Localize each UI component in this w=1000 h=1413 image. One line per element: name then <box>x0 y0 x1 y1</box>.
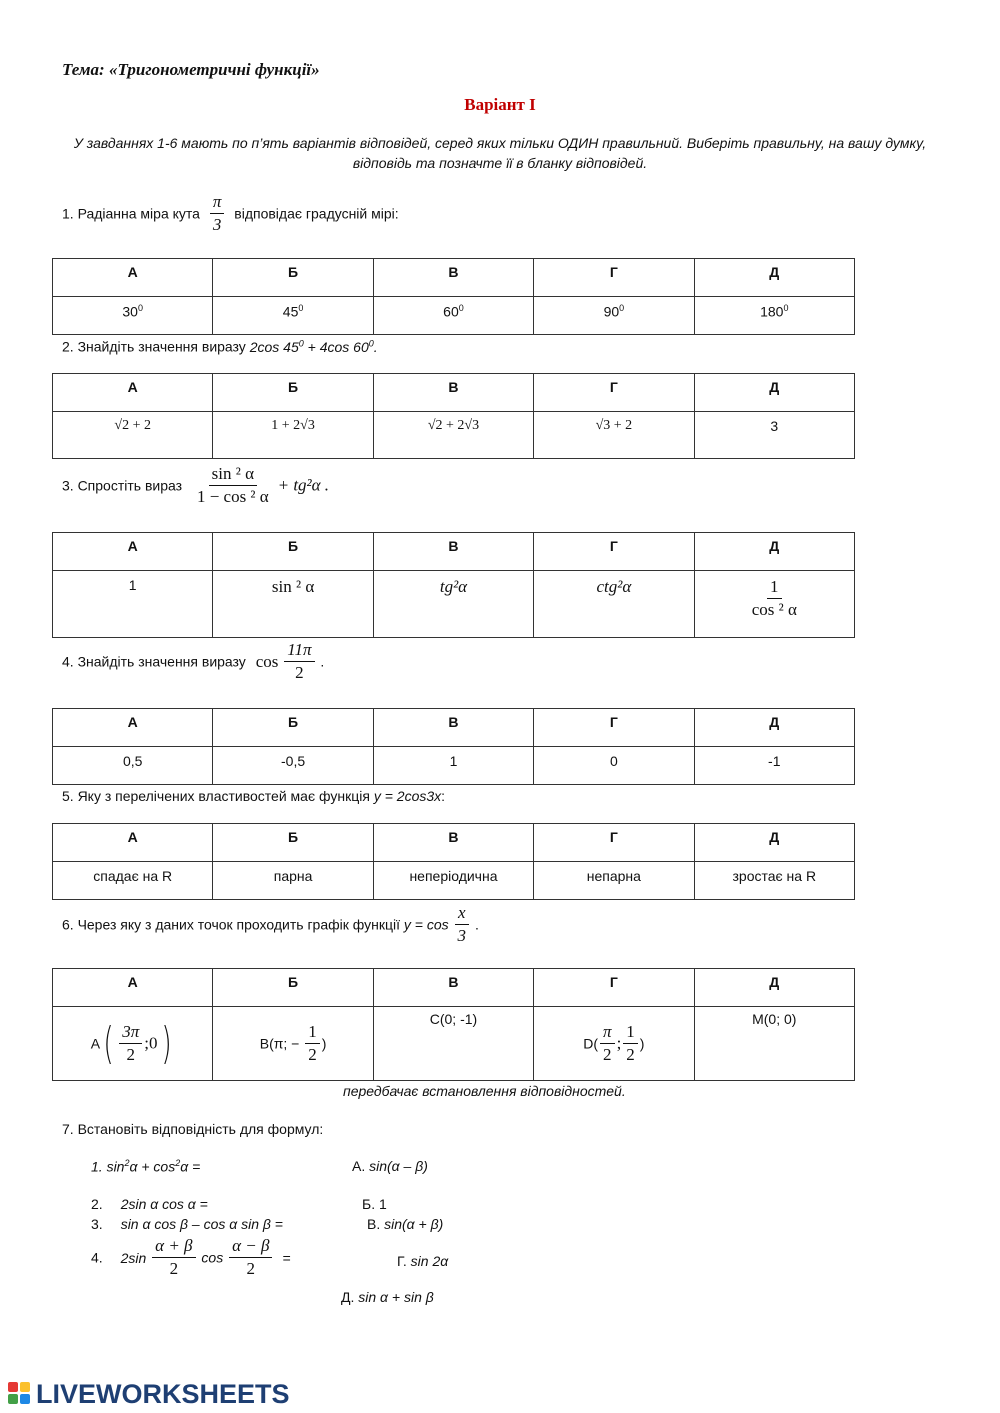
three-pi-over-2-fraction: $\frac{3\pi}{2}$ <box>119 1022 142 1065</box>
col-b: Б <box>213 259 373 297</box>
question-1-text: 1. Радіанна міра кута <box>62 205 200 222</box>
logo-mark-icon <box>8 1382 32 1406</box>
col-g: Г <box>534 374 694 412</box>
answer-cell[interactable]: неперіодична <box>373 862 533 900</box>
one-over-cos-fraction: $\frac{1}{\text{cos ² α}}$ <box>751 577 797 619</box>
formula-2: 2. 2sin α cos α = <box>91 1196 208 1212</box>
answer-table-1 <box>52 258 855 335</box>
col-g: Г <box>534 259 694 297</box>
question-4-text: 4. Знайдіть значення виразу <box>62 653 246 670</box>
sin-over-one-minus-cos-fraction: $\frac{\text{sin ² α}}{\text{1 − cos ² α}}$ <box>196 464 269 506</box>
question-4 <box>62 640 324 683</box>
col-b: Б <box>213 374 373 412</box>
col-v: В <box>373 259 533 297</box>
col-g: Г <box>534 533 694 571</box>
option-g: Г. sin 2α <box>397 1253 449 1269</box>
answer-cell[interactable]: $60^0$ <box>373 297 533 335</box>
one-half-fraction: $\frac{1}{2}$ <box>305 1022 320 1065</box>
answer-cell[interactable]: -0,5 <box>213 747 373 785</box>
col-a: А <box>53 533 213 571</box>
variant-title: Варіант І <box>464 95 536 114</box>
one-half-fraction: $\frac{1}{2}$ <box>623 1022 638 1065</box>
question-5-text: 5. Яку з перелічених властивостей має функція <box>62 788 374 804</box>
question-7-title: 7. Встановіть відповідність для формул: <box>62 1121 324 1137</box>
col-v: В <box>373 824 533 862</box>
col-b: Б <box>213 533 373 571</box>
answer-table-6 <box>52 968 855 1081</box>
cos-label: cos <box>255 651 279 671</box>
question-6: 6. Через яку з даних точок проходить графік функції y = cos $\frac{x}{3}$ . <box>62 903 479 945</box>
answer-cell[interactable]: $45^0$ <box>213 297 373 335</box>
question-6-text: 6. Через яку з даних точок проходить графік функції <box>62 916 404 933</box>
alpha-minus-beta-over-2-fraction: $\frac{\alpha - \beta}{2}$ <box>229 1236 272 1279</box>
col-a: А <box>53 259 213 297</box>
answer-cell[interactable]: 1 + 2√3 <box>213 412 373 459</box>
answer-table-2 <box>52 373 855 459</box>
question-4-end: . <box>320 653 325 670</box>
answer-cell[interactable]: 1 <box>53 571 213 638</box>
option-a: А. sin(α – β) <box>352 1158 428 1174</box>
answer-cell[interactable]: √2 + 2√3 <box>373 412 533 459</box>
col-v: В <box>373 969 533 1007</box>
col-g: Г <box>534 709 694 747</box>
question-5-function: y = 2cos3x <box>373 788 442 804</box>
formula-3: 3. sin α cos β – cos α sin β = <box>91 1216 283 1232</box>
answer-cell[interactable]: парна <box>213 862 373 900</box>
answer-cell[interactable]: $180^0$ <box>694 297 854 335</box>
col-d: Д <box>694 824 854 862</box>
answer-cell[interactable]: 3 <box>694 412 854 459</box>
answer-cell[interactable] <box>694 571 854 638</box>
answer-cell[interactable]: $90^0$ <box>534 297 694 335</box>
answer-cell[interactable]: sin ² α <box>213 571 373 638</box>
formula-4: 4. 2sin $\frac{\alpha + \beta}{2}$ cos $\frac{\alpha - \beta}{2}$ = <box>91 1236 291 1278</box>
col-a: А <box>53 709 213 747</box>
formula-1: 1. $\sin^2\alpha + \cos^2\alpha$ = <box>91 1158 201 1175</box>
col-d: Д <box>694 533 854 571</box>
question-2-text: 2. Знайдіть значення виразу <box>62 338 250 355</box>
answer-cell[interactable]: ctg²α <box>534 571 694 638</box>
question-2 <box>62 338 378 355</box>
answer-table-4 <box>52 708 855 785</box>
col-v: В <box>373 374 533 412</box>
col-g: Г <box>534 824 694 862</box>
x-over-3-fraction: $\frac{x}{3}$ <box>455 903 470 946</box>
answer-cell[interactable]: B(π; − $\frac{1}{2}$ ) <box>213 1007 373 1081</box>
col-d: Д <box>694 374 854 412</box>
question-3 <box>62 464 329 507</box>
col-b: Б <box>213 709 373 747</box>
question-6-function: y = cos <box>403 916 449 933</box>
liveworksheets-logo: LIVEWORKSHEETS <box>8 1379 290 1410</box>
answer-cell[interactable]: зростає на R <box>694 862 854 900</box>
option-b: Б. 1 <box>362 1196 387 1212</box>
instructions: У завданнях 1-6 мають по п’ять варіантів відповідей, серед яких тільки ОДИН правильний. Виберіть правильну, на вашу думку, відповідь та позначте її в бланку відповідей. <box>73 135 927 171</box>
col-a: А <box>53 824 213 862</box>
answer-cell[interactable]: M(0; 0) <box>694 1007 854 1081</box>
answer-cell[interactable]: √2 + 2 <box>53 412 213 459</box>
question-1-suffix: відповідає градусній мірі: <box>234 205 399 222</box>
answer-cell[interactable]: спадає на R <box>53 862 213 900</box>
question-5: 5. Яку з перелічених властивостей має функція y = 2cos3x: <box>62 788 446 804</box>
col-v: В <box>373 709 533 747</box>
matching-note: передбачає встановлення відповідностей. <box>343 1083 626 1099</box>
option-d: Д. sin α + sin β <box>341 1289 434 1305</box>
answer-cell[interactable]: C(0; -1) <box>373 1007 533 1081</box>
col-b: Б <box>213 969 373 1007</box>
col-a: А <box>53 374 213 412</box>
col-d: Д <box>694 709 854 747</box>
col-g: Г <box>534 969 694 1007</box>
answer-cell[interactable]: D( $\frac{\pi}{2}$ ; $\frac{1}{2}$ ) <box>534 1007 694 1081</box>
answer-table-3 <box>52 532 855 638</box>
alpha-plus-beta-over-2-fraction: $\frac{\alpha + \beta}{2}$ <box>152 1236 195 1279</box>
answer-cell[interactable]: A( $\frac{3\pi}{2}$ ;0) <box>53 1007 213 1081</box>
pi-over-2-fraction: $\frac{\pi}{2}$ <box>600 1022 615 1065</box>
question-3-expression-tail: + tg²α . <box>277 475 330 495</box>
col-d: Д <box>694 259 854 297</box>
answer-cell[interactable]: 0,5 <box>53 747 213 785</box>
answer-cell[interactable]: $30^0$ <box>53 297 213 335</box>
answer-cell[interactable]: -1 <box>694 747 854 785</box>
eleven-pi-over-2-fraction: $\frac{11\pi}{2}$ <box>284 640 314 683</box>
answer-cell[interactable]: непарна <box>534 862 694 900</box>
answer-cell[interactable]: √3 + 2 <box>534 412 694 459</box>
question-3-text: 3. Спростіть вираз <box>62 477 183 494</box>
col-v: В <box>373 533 533 571</box>
question-1 <box>62 192 399 235</box>
answer-cell[interactable]: 1 <box>373 747 533 785</box>
answer-cell[interactable]: 0 <box>534 747 694 785</box>
answer-cell[interactable]: tg²α <box>373 571 533 638</box>
pi-over-3-fraction: $\frac{\pi}{3}$ <box>210 192 225 235</box>
col-a: А <box>53 969 213 1007</box>
col-b: Б <box>213 824 373 862</box>
option-v: В. sin(α + β) <box>367 1216 444 1232</box>
answer-table-5 <box>52 823 855 900</box>
question-2-expression: 2cos $45^0 + 4\cos$ $60^0$. <box>249 338 378 355</box>
col-d: Д <box>694 969 854 1007</box>
topic-title: Тема: «Тригонометричні функції» <box>62 60 320 79</box>
